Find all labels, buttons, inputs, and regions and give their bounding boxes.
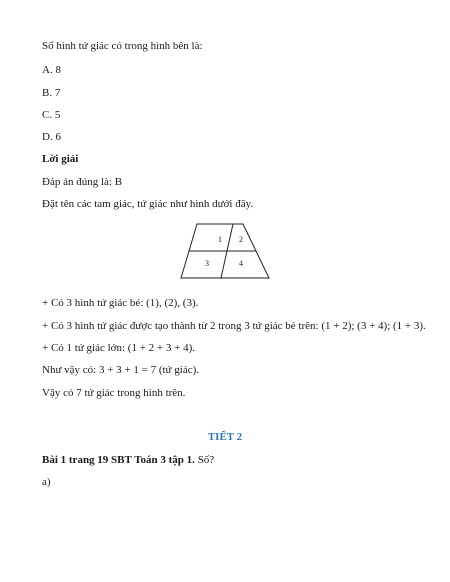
exercise-suffix: Số? [194,454,215,466]
exercise-line [42,453,214,467]
figure-label-3: 3 [205,259,209,268]
exercise-title: Bài 1 trang 19 SBT Toán 3 tập 1. [42,454,195,466]
step-5: Vậy có 7 tứ giác trong hình trên. [42,387,186,399]
step-4: Như vậy có: 3 + 3 + 1 = 7 (tứ giác). [42,364,200,376]
step-1: + Có 3 hình tứ giác bé: (1), (2), (3). [42,297,199,309]
step-3: + Có 1 tứ giác lớn: (1 + 2 + 3 + 4). [42,342,195,354]
exercise-part: a) [42,476,51,488]
section-heading: TIẾT 2 [207,431,243,443]
figure-label-2: 2 [239,235,243,244]
figure-label-4: 4 [239,259,243,268]
figure-label-1: 1 [218,235,222,244]
solution-title: Lời giải [42,153,79,165]
trapezoid-figure [175,220,275,282]
answer-text: Đáp án đúng là: B [42,176,123,188]
step-2: + Có 3 hình tứ giác được tạo thành từ 2 trong 3 tứ giác bé trên: (1 + 2); (3 + 4); (1 + 3). [42,320,426,332]
option-c: C. 5 [42,109,61,121]
solution-intro: Đặt tên các tam giác, tứ giác như hình dưới đây. [42,198,254,210]
option-d: D. 6 [42,131,61,143]
option-b: B. 7 [42,87,61,99]
option-a: A. 8 [42,64,61,76]
question-prompt: Số hình tứ giác có trong hình bên là: [42,40,203,52]
